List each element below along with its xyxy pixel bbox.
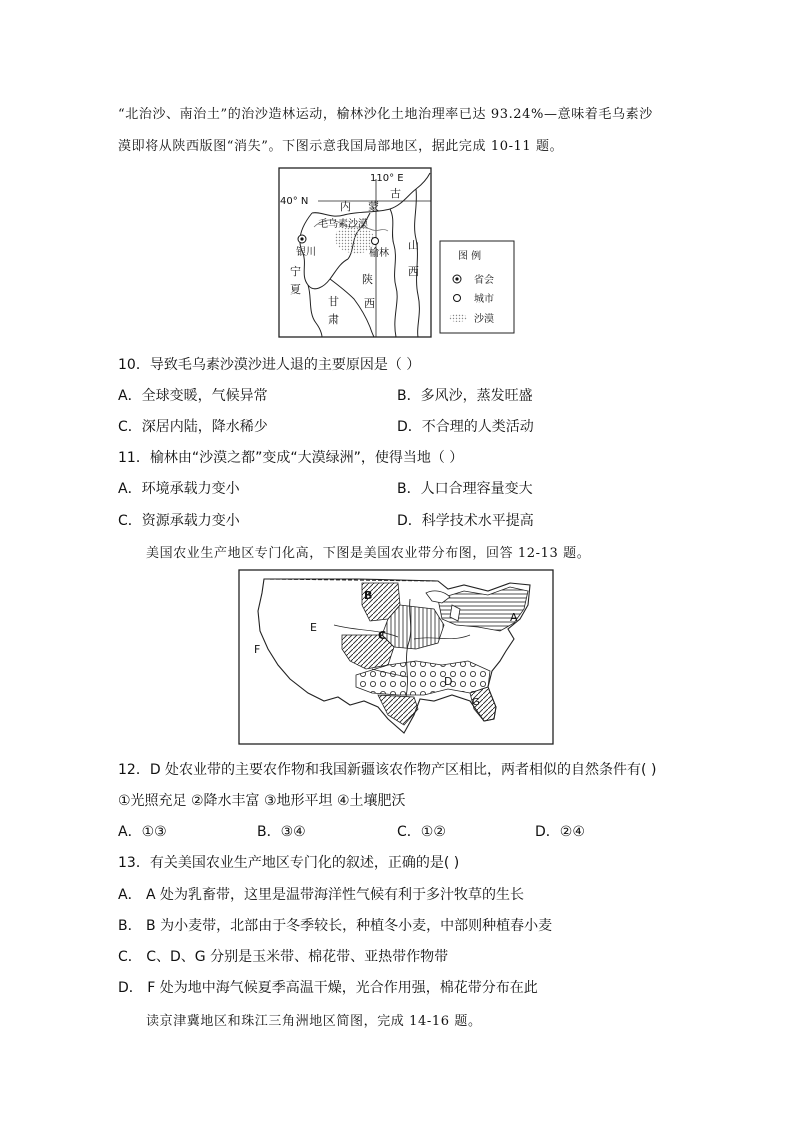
question-11-option-c: C．资源承载力变小	[118, 513, 240, 529]
legend-capital-label: 省会	[474, 275, 494, 286]
label-gan: 甘	[328, 295, 339, 308]
label-ningxia-2: 夏	[290, 283, 301, 296]
latitude-label: 40° N	[280, 196, 309, 207]
question-13-option-a: A． A 处为乳畜带，这里是温带海洋性气候有利于多汁牧草的生长	[118, 887, 525, 903]
intro-text-3: 读京津冀地区和珠江三角洲地区简图，完成 14-16 题。	[146, 1014, 482, 1029]
question-11-stem: 11．榆林由“沙漠之都”变成“大漠绿洲”，使得当地（ ）	[118, 450, 464, 466]
question-13-option-b: B． B 为小麦带，北部由于冬季较长，种植冬小麦，中部则种植春小麦	[118, 918, 553, 934]
question-12-stem: 12．D 处农业带的主要农作物和我国新疆该农作物产区相比，两者相似的自然条件有( )	[118, 762, 657, 778]
question-10-stem: 10．导致毛乌素沙漠沙进人退的主要原因是（ ）	[118, 357, 421, 373]
us-agriculture-map	[238, 569, 554, 745]
label-ningxia-1: 宁	[290, 265, 301, 278]
question-12-conditions: ①光照充足 ②降水丰富 ③地形平坦 ④土壤肥沃	[118, 793, 406, 809]
question-10-option-b: B．多风沙，蒸发旺盛	[397, 388, 533, 404]
question-13-option-c: C． C、D、G 分别是玉米带、棉花带、亚热带作物带	[118, 949, 449, 965]
question-11-option-d: D．科学技术水平提高	[397, 513, 534, 529]
intro-text-line-2: 漠即将从陕西版图“消失”。下图示意我国局部地区，据此完成 10-11 题。	[118, 139, 564, 154]
label-meng: 蒙	[368, 200, 379, 213]
label-e: E	[310, 621, 317, 634]
question-10-option-d: D．不合理的人类活动	[397, 419, 534, 435]
label-a: A	[510, 611, 518, 624]
question-10-option-c: C．深居内陆，降水稀少	[118, 419, 268, 435]
question-12-option-d: D．②④	[535, 824, 585, 840]
question-10-option-a: A．全球变暖，气候异常	[118, 388, 268, 404]
label-shaan: 陕	[362, 273, 373, 286]
longitude-label: 110° E	[370, 173, 404, 184]
question-12-option-a: A．①③	[118, 824, 167, 840]
label-yinchuan: 银川	[296, 247, 316, 258]
question-11-option-a: A．环境承载力变小	[118, 481, 240, 497]
legend-desert-icon	[449, 314, 467, 322]
question-13-stem: 13．有关美国农业生产地区专门化的叙述，正确的是( )	[118, 855, 460, 871]
label-desert: 毛乌素沙漠	[318, 219, 368, 230]
city-marker-yulin	[372, 238, 379, 245]
region-map	[278, 167, 516, 339]
legend-title: 图 例	[458, 251, 482, 262]
label-nei: 内	[340, 200, 351, 213]
question-12-option-c: C．①②	[397, 824, 446, 840]
label-xi: 西	[364, 297, 375, 310]
question-13-option-d: D． F 处为地中海气候夏季高温干燥，光合作用强，棉花带分布在此	[118, 980, 538, 996]
label-f: F	[254, 643, 261, 656]
legend-desert-label: 沙漠	[474, 314, 494, 325]
question-11-option-b: B．人口合理容量变大	[397, 481, 533, 497]
label-shan-s: 山	[408, 239, 419, 252]
label-gu: 古	[390, 187, 401, 200]
question-12-option-b: B．③④	[257, 824, 306, 840]
intro-text-line-1: “北治沙、南治土”的治沙造林运动，榆林沙化土地治理率已达 93.24%—意味着毛乌素沙	[118, 107, 653, 122]
label-g: G	[472, 697, 480, 708]
label-c: C	[378, 629, 387, 642]
legend-city-icon	[454, 295, 461, 302]
intro-text-2: 美国农业生产地区专门化高，下图是美国农业带分布图，回答 12-13 题。	[146, 546, 591, 561]
label-xi-s: 西	[408, 265, 419, 278]
legend-city-label: 城市	[474, 294, 494, 305]
label-su: 肃	[328, 313, 339, 326]
label-d: D	[444, 675, 453, 688]
label-yulin: 榆林	[369, 248, 389, 259]
label-b: B	[364, 589, 373, 602]
